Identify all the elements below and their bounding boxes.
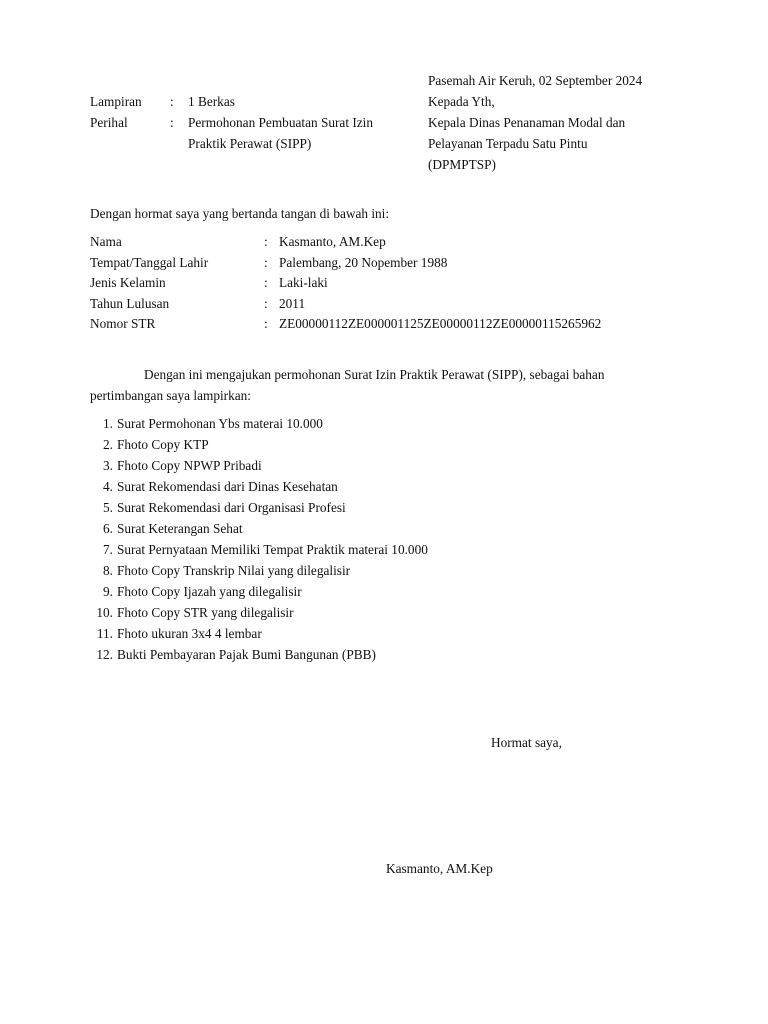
list-item-text: Fhoto Copy Ijazah yang dilegalisir [117,584,302,599]
lampiran-value: 1 Berkas [188,94,235,109]
list-item-number: 3. [103,458,113,473]
list-item-number: 8. [103,563,113,578]
perihal-separator: : [170,115,174,130]
list-item-text: Fhoto Copy STR yang dilegalisir [117,605,294,620]
recipient-line-4: (DPMPTSP) [428,157,496,172]
lampiran-separator: : [170,94,174,109]
list-item-number: 4. [103,479,113,494]
list-item-text: Surat Keterangan Sehat [117,521,243,536]
recipient-block [428,70,642,175]
list-item-number: 12. [96,647,113,662]
recipient-line-3: Pelayanan Terpadu Satu Pintu [428,136,588,151]
recipient-line-2: Kepala Dinas Penanaman Modal dan [428,115,626,130]
list-item-text: Fhoto ukuran 3x4 4 lembar [117,626,262,641]
identity-separator: : [264,295,268,311]
identity-separator: : [264,275,268,290]
body-line-2: pertimbangan saya lampirkan: [90,388,251,403]
identity-value: ZE00000112ZE000001125ZE00000112ZE00000115265962 [279,316,602,331]
greeting-text: Dengan hormat saya yang bertanda tangan di bawah ini: [90,206,390,221]
identity-value: Palembang, 20 Nopember 1988 [279,254,448,270]
list-item-text: Surat Permohonan Ybs materai 10.000 [117,416,323,431]
list-item-number: 9. [103,584,113,599]
list-item-number: 6. [103,521,113,536]
identity-value: Laki-laki [279,275,328,290]
list-item-number: 2. [103,437,113,452]
list-item-number: 1. [103,416,113,431]
list-item-number: 5. [103,500,113,515]
perihal-line-2: Praktik Perawat (SIPP) [188,136,312,151]
identity-label: Tempat/Tanggal Lahir [90,254,209,270]
place-date: Pasemah Air Keruh, 02 September 2024 [428,73,643,88]
list-item-number: 7. [103,542,113,557]
signatory-name: Kasmanto, AM.Kep [386,861,493,876]
identity-label: Nama [90,234,122,249]
list-item-text: Bukti Pembayaran Pajak Bumi Bangunan (PBB) [117,647,376,662]
identity-label: Jenis Kelamin [90,275,166,290]
identity-label: Nomor STR [90,316,156,331]
closing-salutation: Hormat saya, [491,735,562,750]
identity-separator: : [264,316,268,331]
list-item-number: 11. [96,626,113,641]
identity-separator: : [264,234,268,249]
identity-separator: : [264,254,268,270]
perihal-label: Perihal [90,115,128,130]
list-item-text: Surat Pernyataan Memiliki Tempat Praktik materai 10.000 [117,542,428,557]
body-line-1: Dengan ini mengajukan permohonan Surat Izin Praktik Perawat (SIPP), sebagai bahan [144,367,605,382]
recipient-line-1: Kepada Yth, [428,94,495,109]
perihal-line-1: Permohonan Pembuatan Surat Izin [188,115,374,130]
list-item-text: Fhoto Copy Transkrip Nilai yang dilegalisir [117,563,351,578]
list-item-text: Surat Rekomendasi dari Organisasi Profesi [117,500,346,515]
list-item-text: Fhoto Copy KTP [117,437,209,452]
lampiran-label: Lampiran [90,94,142,109]
list-item-text: Fhoto Copy NPWP Pribadi [117,458,262,473]
identity-value: Kasmanto, AM.Kep [279,234,386,249]
list-item-text: Surat Rekomendasi dari Dinas Kesehatan [117,479,338,494]
list-item-number: 10. [96,605,113,620]
identity-value: 2011 [279,295,306,311]
identity-label: Tahun Lulusan [90,295,170,311]
